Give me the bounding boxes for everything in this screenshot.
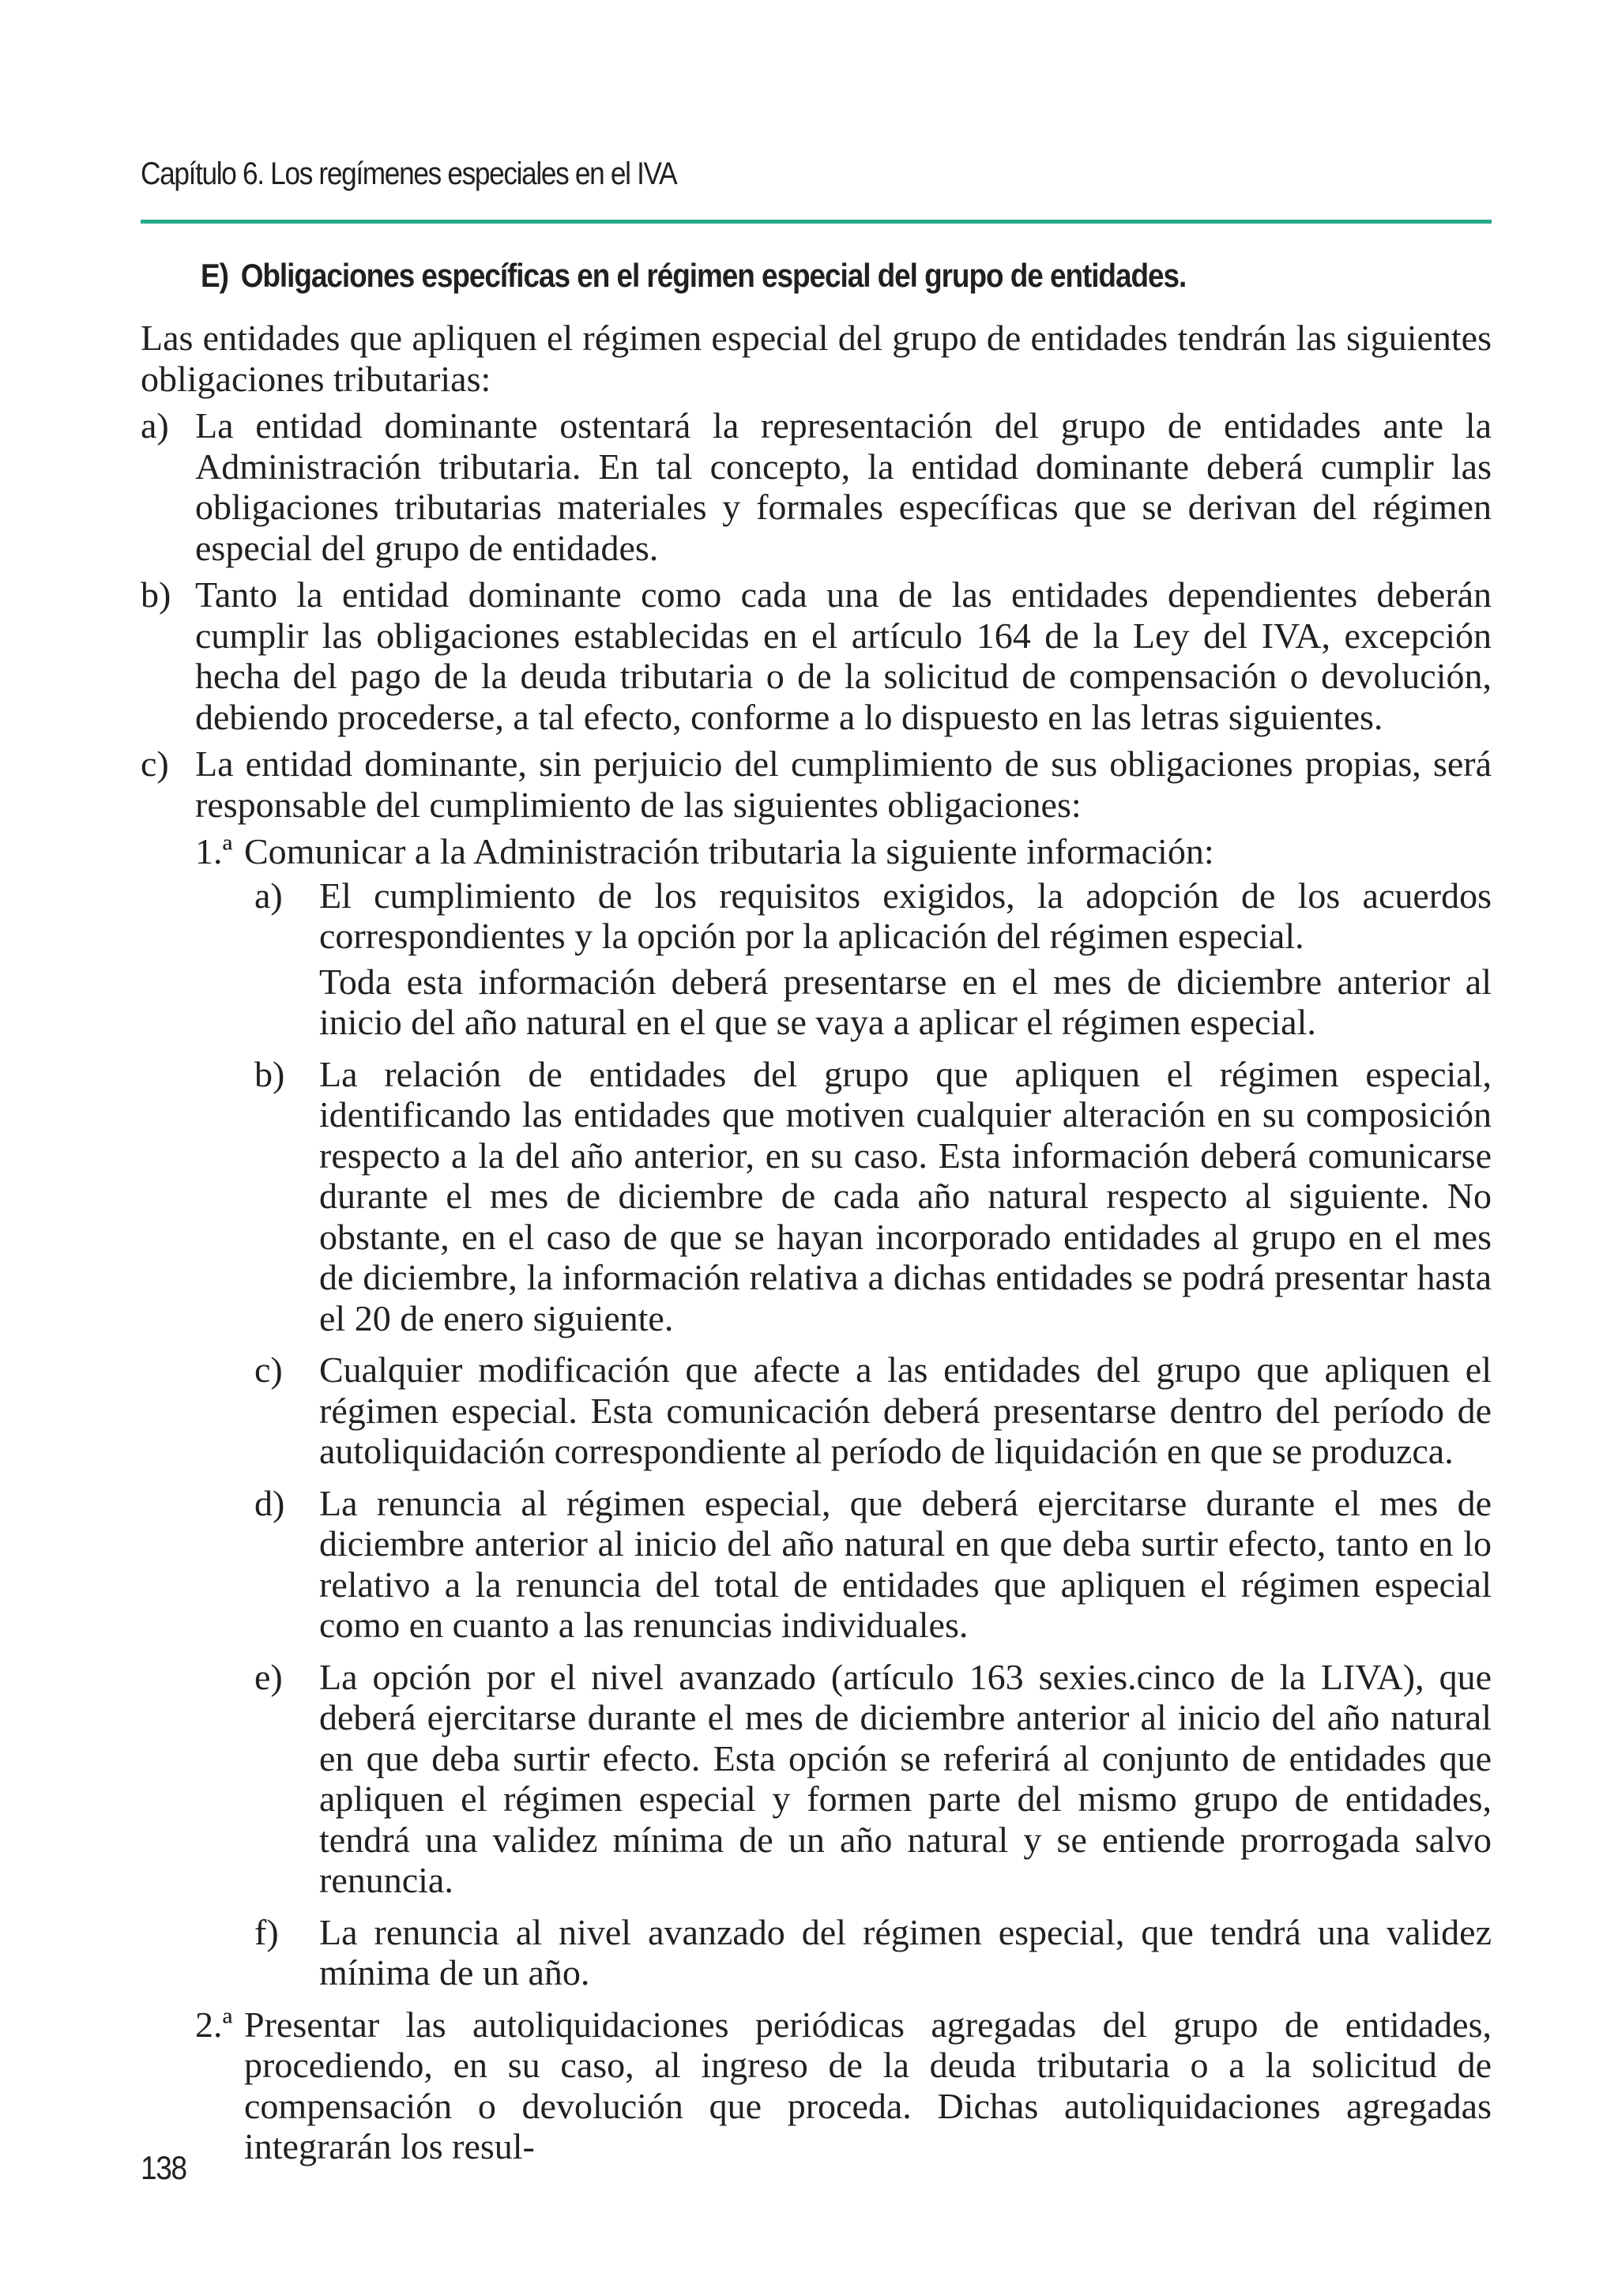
page-number: 138	[141, 2149, 186, 2186]
list-marker: a)	[141, 405, 169, 446]
subitem-text: La opción por el nivel avanzado (artículo 163 sexies.cinco de la LIVA), que deberá ejercitarse durante el mes de diciembre anterior al inicio del año natural en que deba surtir efecto. Esta opción se referirá al conjunto de entidades que apliquen el régimen especial y formen parte del mismo grupo de entidades, tendrá una validez mínima de un año natural y se entiende prorrogada salvo renuncia.	[319, 1656, 1492, 1900]
list-marker: c)	[141, 743, 169, 784]
section-title: Obligaciones específicas en el régimen especial del grupo de entidades.	[240, 257, 1187, 294]
subitem-e	[254, 1657, 1492, 1901]
list-item-text: La entidad dominante, sin perjuicio del cumplimiento de sus obligaciones propias, será responsable del cumplimiento de las siguientes obligaciones:	[195, 743, 1492, 825]
subitem-marker: a)	[254, 875, 283, 916]
obligation-marker: 2.ª	[195, 2004, 233, 2045]
subitem-d	[254, 1483, 1492, 1646]
subitem-text: Cualquier modificación que afecte a las entidades del grupo que apliquen el régimen especial. Esta comunicación deberá presentarse dentro del período de autoliquidación correspondiente al período de liquidación en que se produzca.	[319, 1349, 1492, 1471]
header-rule	[141, 220, 1492, 224]
subitem-text: La renuncia al nivel avanzado del régimen especial, que tendrá una validez mínima de un año.	[319, 1911, 1492, 1993]
obligation-2	[195, 2004, 1492, 2167]
list-item-c	[141, 743, 1492, 825]
subitem-text: La renuncia al régimen especial, que deberá ejercitarse durante el mes de diciembre anterior al inicio del año natural en que deba surtir efecto, tanto en lo relativo a la renuncia del total de entidades que apliquen el régimen especial como en cuanto a las renuncias individuales.	[319, 1482, 1492, 1645]
subitem-text: El cumplimiento de los requisitos exigidos, la adopción de los acuerdos correspondientes y la opción por la aplicación del régimen especial.	[319, 875, 1492, 956]
obligation-marker: 1.ª	[195, 831, 233, 871]
subitem-marker: b)	[254, 1053, 285, 1094]
list-marker: b)	[141, 574, 171, 615]
subitem-marker: d)	[254, 1482, 285, 1523]
body-content	[141, 318, 1492, 2170]
subitem-b	[254, 1054, 1492, 1339]
obligation-text: Presentar las autoliquidaciones periódicas agregadas del grupo de entidades, procediendo, en su caso, al ingreso de la deuda tributaria o a la solicitud de compensación o devolución que proceda. Dichas autoliquidaciones agregadas integrarán los resul-	[244, 2004, 1492, 2166]
running-header: Capítulo 6. Los regímenes especiales en el IVA	[141, 156, 677, 191]
subitem-a	[254, 875, 1492, 957]
subitem-text: La relación de entidades del grupo que apliquen el régimen especial, identificando las entidades que motiven cualquier alteración en su composición respecto a la del año anterior, en su caso. Esta información deberá comunicarse durante el mes de diciembre de cada año natural respecto al siguiente. No obstante, en el caso de que se hayan incorporado entidades al grupo en el mes de diciembre, la información relativa a dichas entidades se podrá presentar hasta el 20 de enero siguiente.	[319, 1053, 1492, 1338]
list-item-a	[141, 405, 1492, 568]
subitem-a-note: Toda esta información deberá presentarse en el mes de diciembre anterior al inicio del año natural en el que se vaya a aplicar el régimen especial.	[319, 961, 1492, 1042]
obligation-text: Comunicar a la Administración tributaria la siguiente información:	[244, 831, 1214, 871]
subitem-c	[254, 1349, 1492, 1472]
subitem-marker: c)	[254, 1349, 283, 1390]
subitem-marker: e)	[254, 1656, 283, 1697]
intro-paragraph: Las entidades que apliquen el régimen especial del grupo de entidades tendrán las siguientes obligaciones tributarias:	[141, 318, 1492, 399]
obligation-1	[195, 831, 1492, 872]
section-heading	[201, 257, 1186, 295]
list-item-b	[141, 574, 1492, 737]
section-letter: E)	[201, 257, 228, 294]
list-item-text: Tanto la entidad dominante como cada una de las entidades dependientes deberán cumplir las obligaciones establecidas en el artículo 164 de la Ley del IVA, excepción hecha del pago de la deuda tributaria o de la solicitud de compensación o devolución, debiendo procederse, a tal efecto, conforme a lo dispuesto en las letras siguientes.	[195, 574, 1492, 737]
subitem-marker: f)	[254, 1911, 279, 1952]
subitem-f	[254, 1912, 1492, 1993]
list-item-text: La entidad dominante ostentará la representación del grupo de entidades ante la Administración tributaria. En tal concepto, la entidad dominante deberá cumplir las obligaciones tributarias materiales y formales específicas que se derivan del régimen especial del grupo de entidades.	[195, 405, 1492, 568]
